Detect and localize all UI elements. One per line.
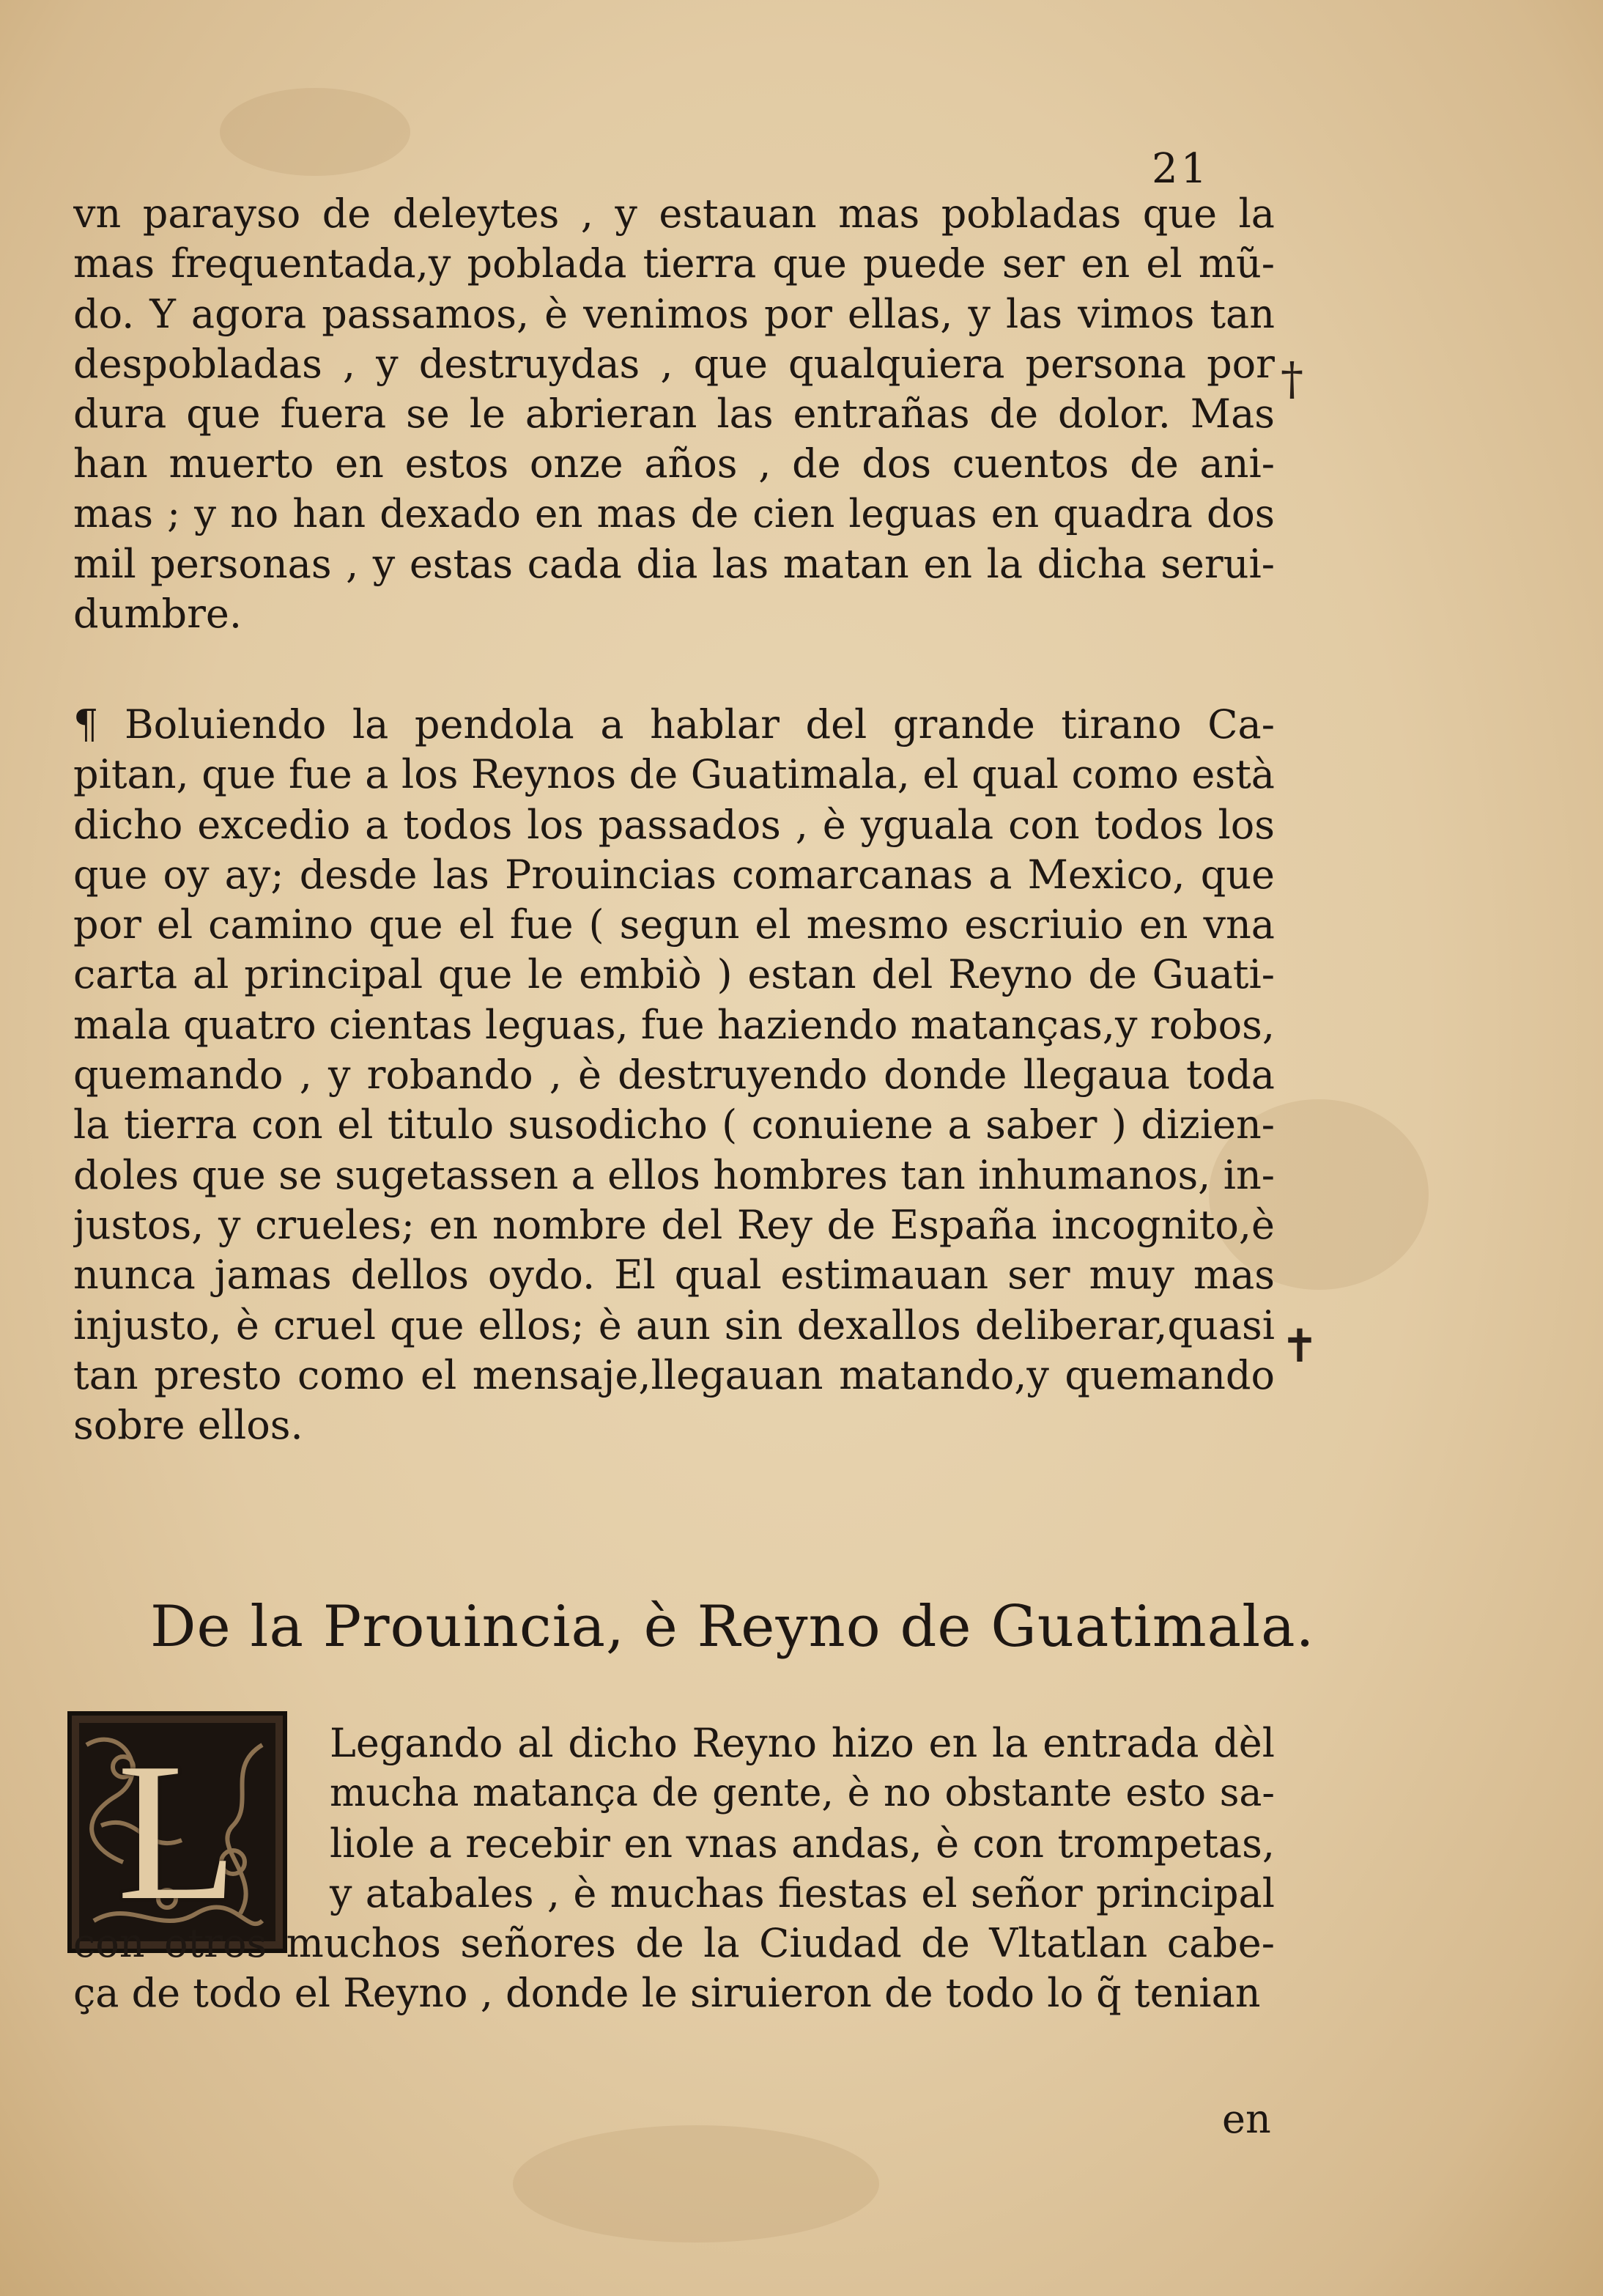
text-line: que oy ay; desde las Prouincias comarcanas a Mexico, que bbox=[73, 851, 1275, 898]
text-line: vn parayso de deleytes , y estauan mas pobladas que la bbox=[73, 191, 1275, 237]
text-line: mucha matança de gente, è no obstante esto sa- bbox=[330, 1771, 1275, 1816]
paper-stain bbox=[513, 2125, 879, 2243]
text-line: mas frequentada,y poblada tierra que puede ser en el mũ- bbox=[73, 240, 1275, 287]
margin-mark: ✝ bbox=[1281, 1319, 1319, 1373]
page-number: 21 bbox=[1152, 145, 1210, 193]
text-line: carta al principal que le embiò ) estan del Reyno de Guati- bbox=[73, 951, 1275, 998]
text-line: Legando al dicho Reyno hizo en la entrada dèl bbox=[330, 1720, 1275, 1766]
text-line: injusto, è cruel que ellos; è aun sin dexallos deliberar,quasi bbox=[73, 1302, 1275, 1348]
text-line: nunca jamas dellos oydo. El qual estimauan ser muy mas bbox=[73, 1252, 1275, 1299]
margin-mark: † bbox=[1281, 352, 1303, 405]
text-line: mala quatro cientas leguas, fue haziendo matanças,y robos, bbox=[73, 1001, 1275, 1048]
section-heading: De la Prouincia, è Reyno de Guatimala. bbox=[150, 1594, 1315, 1660]
text-line: mil personas , y estas cada dia las matan en la dicha serui- bbox=[73, 541, 1275, 588]
text-line: despobladas , y destruydas , que qualquiera persona por bbox=[73, 340, 1275, 387]
text-line: y atabales , è muchas fiestas el señor principal bbox=[330, 1869, 1275, 1916]
text-line: con otros muchos señores de la Ciudad de Vltatlan cabe- bbox=[73, 1920, 1275, 1967]
text-line: la tierra con el titulo susodicho ( conuiene a saber ) dizien- bbox=[73, 1101, 1275, 1148]
text-line: justos, y crueles; en nombre del Rey de España incognito,è bbox=[73, 1201, 1275, 1248]
initial-letter: L bbox=[116, 1722, 238, 1941]
text-line: doles que se sugetassen a ellos hombres tan inhumanos, in- bbox=[73, 1151, 1275, 1198]
text-line: han muerto en estos onze años , de dos cuentos de ani- bbox=[73, 440, 1275, 487]
text-line: quemando , y robando , è destruyendo donde llegaua toda bbox=[73, 1052, 1275, 1099]
text-line: sobre ellos. bbox=[73, 1402, 303, 1449]
text-line: dumbre. bbox=[73, 591, 243, 638]
text-line: do. Y agora passamos, è venimos por ellas, y las vimos tan bbox=[73, 290, 1275, 337]
text-line: dicho excedio a todos los passados , è yguala con todos los bbox=[73, 801, 1275, 848]
text-line: tan presto como el mensaje,llegauan matando,y quemando bbox=[73, 1351, 1275, 1398]
paragraph-1 bbox=[73, 189, 1275, 640]
text-line: por el camino que el fue ( segun el mesmo escriuio en vna bbox=[73, 901, 1275, 948]
text-line: ¶ Boluiendo la pendola a hablar del grande tirano Ca- bbox=[73, 701, 1275, 748]
catchword: en bbox=[1222, 2096, 1271, 2142]
text-line: liole a recebir en vnas andas, è con trompetas, bbox=[330, 1820, 1275, 1867]
paragraph-2 bbox=[73, 700, 1275, 1450]
paper-stain bbox=[220, 88, 410, 176]
paragraph-3 bbox=[73, 1719, 1275, 2019]
text-line: dura que fuera se le abrieran las entrañas de dolor. Mas bbox=[73, 391, 1275, 438]
text-line: ça de todo el Reyno , donde le siruieron de todo lo q̃ tenian bbox=[73, 1970, 1261, 2017]
text-line: pitan, que fue a los Reynos de Guatimala, el qual como està bbox=[73, 751, 1275, 798]
text-line: mas ; y no han dexado en mas de cien leguas en quadra dos bbox=[73, 491, 1275, 536]
